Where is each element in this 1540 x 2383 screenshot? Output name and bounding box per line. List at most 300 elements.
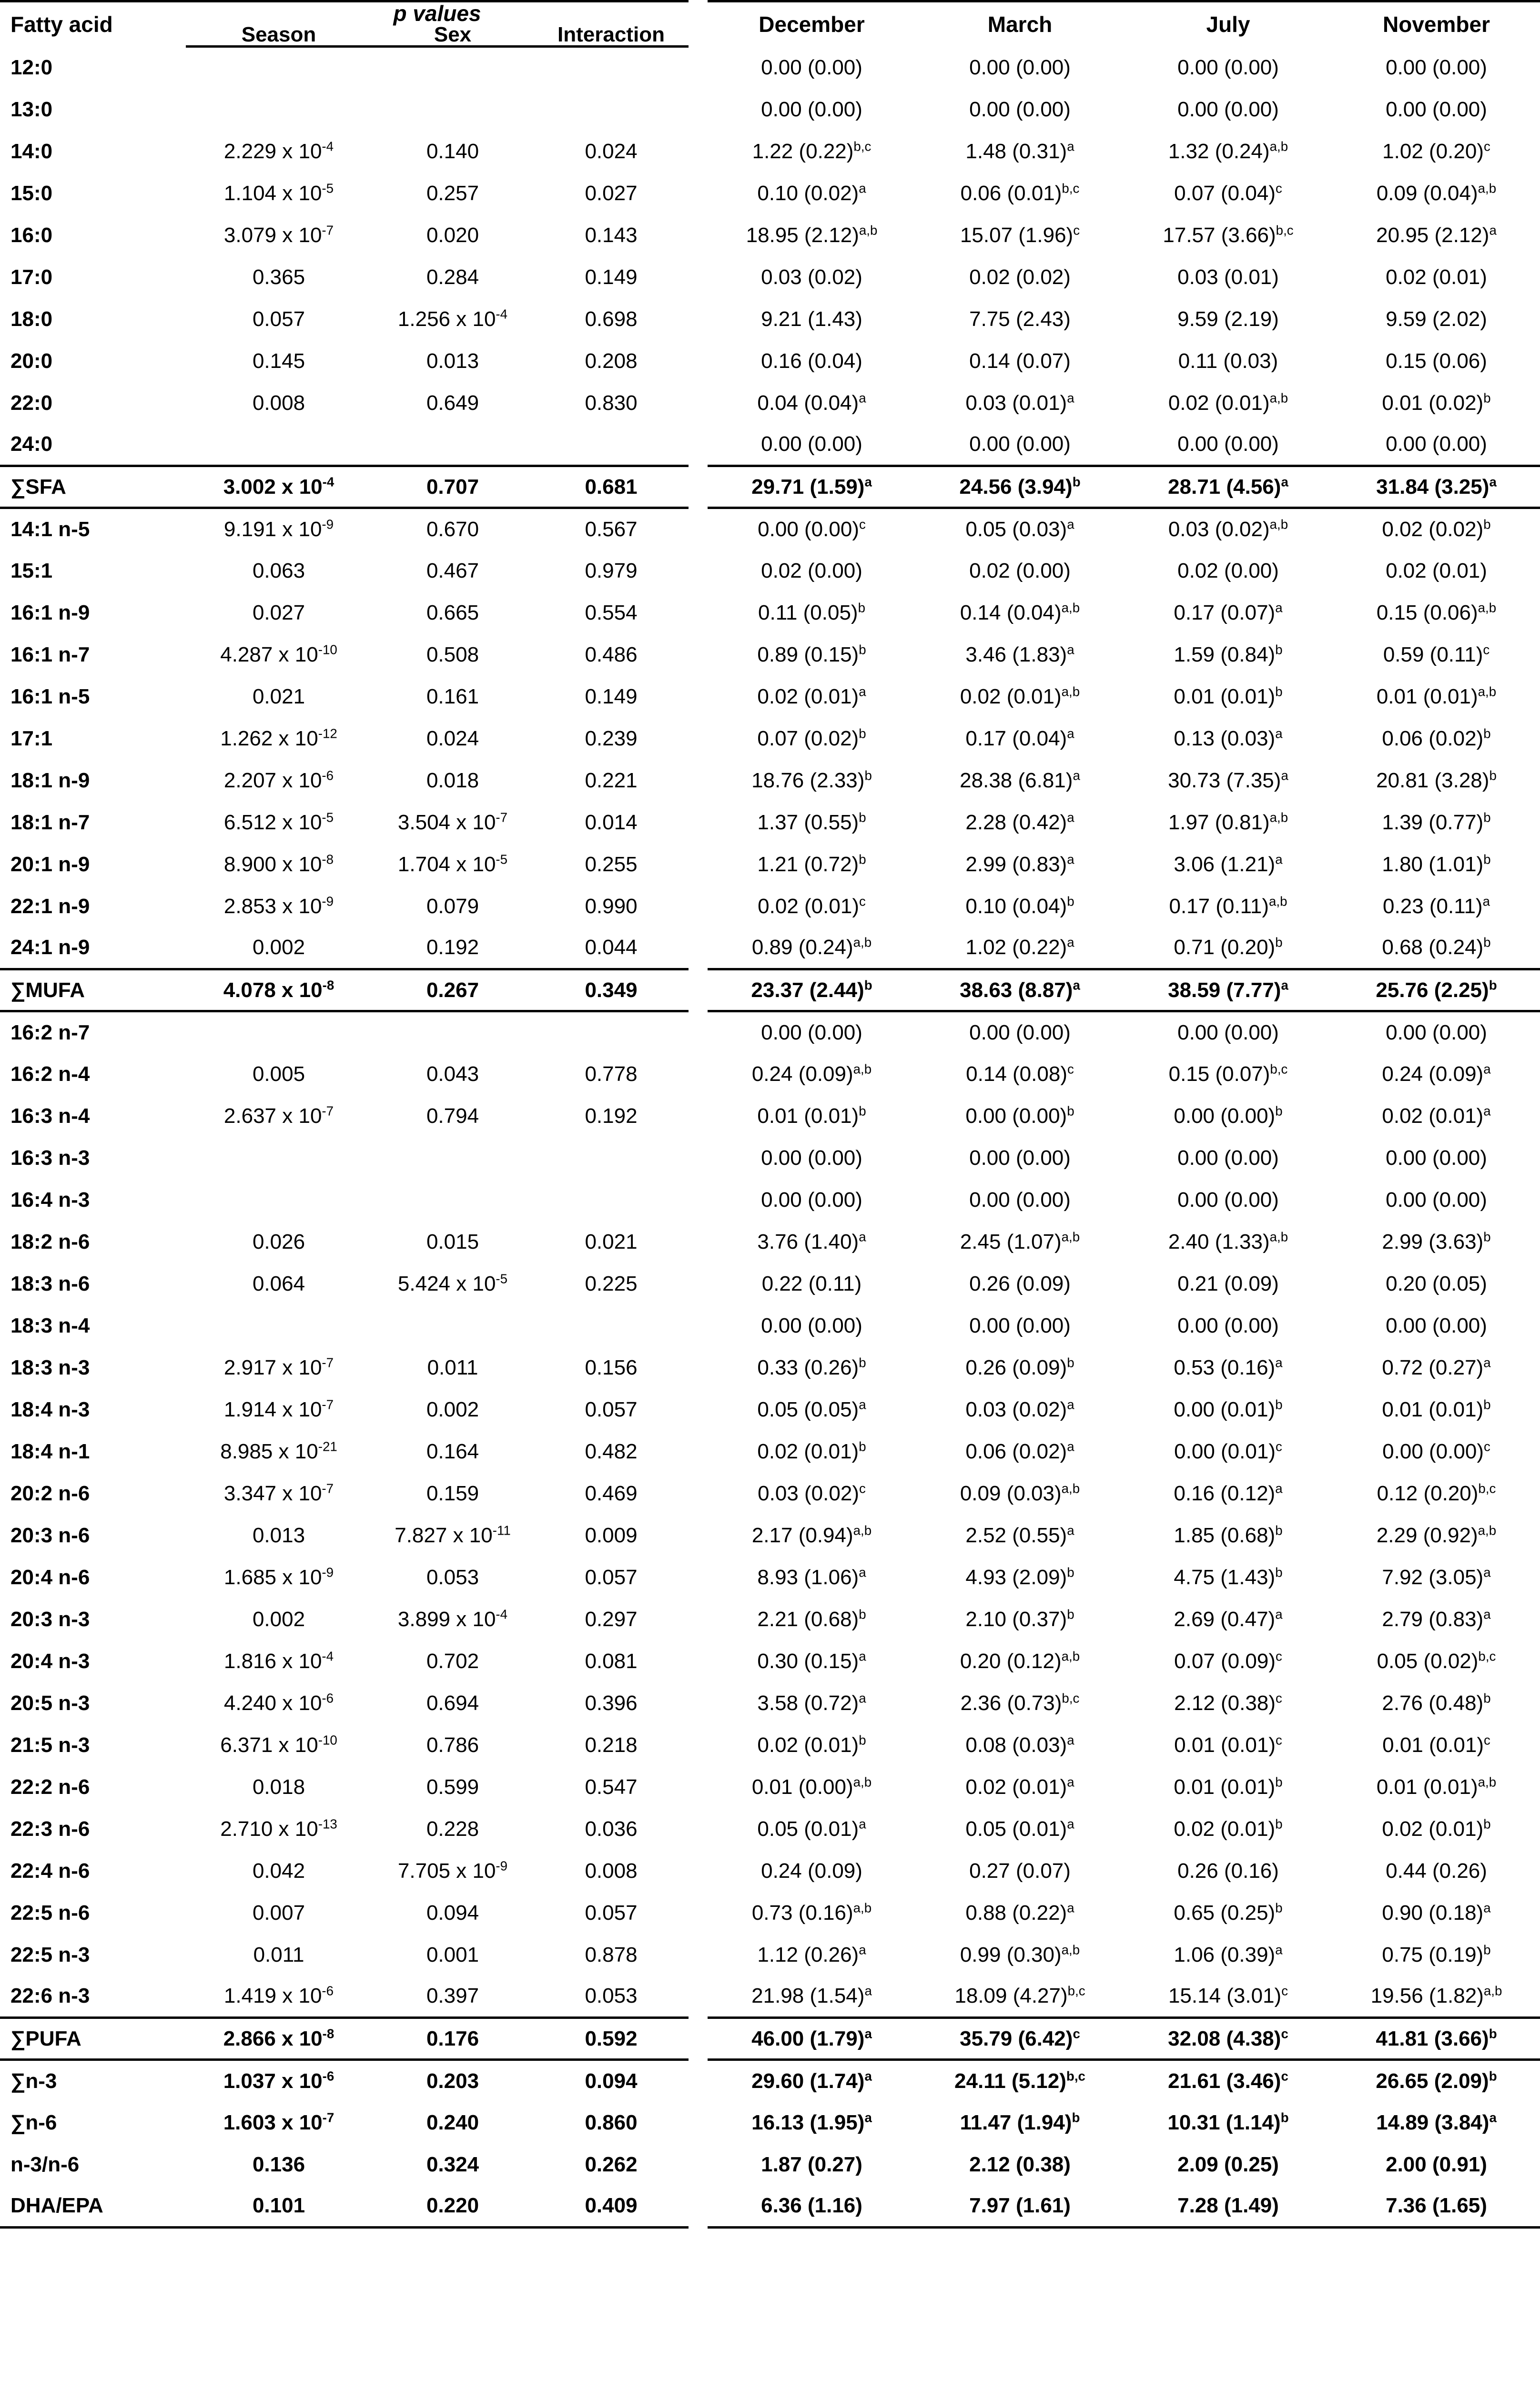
- value-november: 14.89 $(3.84)^a$: [1376, 2109, 1497, 2134]
- value-july: 0.17 $(0.11)^{a,b}$: [1169, 893, 1287, 918]
- column-gap: [689, 886, 708, 927]
- superscript-group: a: [1067, 1396, 1074, 1412]
- superscript-group: b: [1483, 390, 1491, 405]
- column-gap: [689, 760, 708, 802]
- exponent: -8: [322, 851, 334, 866]
- row-label: 18:1 n-7: [10, 810, 90, 834]
- row-label: 16:4 n-3: [10, 1188, 90, 1212]
- value-november: 41.81 $(3.66)^b$: [1332, 2018, 1540, 2060]
- column-gap: [689, 1682, 708, 1724]
- value-july: 3.06 $(1.21)^a$: [1174, 851, 1283, 876]
- superscript-group: a: [859, 1648, 866, 1663]
- exponent: -4: [496, 306, 508, 321]
- exponent: -4: [496, 1606, 508, 1621]
- table-row: [0, 927, 1540, 969]
- superscript-group: a: [1483, 1061, 1491, 1076]
- superscript-group: b: [1067, 1606, 1074, 1621]
- column-gap: [689, 676, 708, 718]
- p-value-interaction: 0.547: [585, 1775, 638, 1799]
- value-july: 0.07 $(0.04)^c$: [1174, 180, 1282, 205]
- exponent: -6: [322, 2068, 334, 2084]
- value-december: 0.03 $(0.02)^c$: [758, 1480, 866, 1505]
- superscript-group: a,b: [853, 1061, 872, 1076]
- superscript-group: b: [1067, 1103, 1074, 1118]
- value-march: 0.17 $(0.04)^a$: [965, 725, 1074, 750]
- value-november: 1.02 $(0.20)^c$: [1382, 138, 1490, 163]
- column-gap: [689, 927, 708, 969]
- p-value-interaction: 0.057: [585, 1901, 638, 1925]
- p-value-sex: 5.424 x $10^{-5}$: [397, 1271, 508, 1295]
- p-value-season: 2.207 x $10^{-6}$: [223, 767, 334, 792]
- row-label: 22:2 n-6: [10, 1775, 90, 1799]
- row-label: 18:3 n-4: [10, 1314, 90, 1337]
- value-july: 0.17 $(0.07)^a$: [1174, 600, 1283, 624]
- p-value-season: [186, 1011, 372, 1053]
- p-value-season: 3.347 x $10^{-7}$: [223, 1480, 334, 1505]
- superscript-group: c: [1275, 180, 1282, 195]
- superscript-group: c: [1281, 1983, 1288, 1998]
- p-value-season: [186, 424, 372, 466]
- exponent: -7: [322, 1354, 334, 1370]
- superscript-group: a,b: [853, 1900, 872, 1915]
- value-march: 0.02 (0.02): [969, 265, 1071, 289]
- value-december: 46.00 $(1.79)^a$: [708, 2018, 916, 2060]
- value-december: 0.24 $(0.09)^{a,b}$: [751, 1061, 872, 1086]
- p-value-interaction: 0.486: [585, 642, 638, 666]
- value-march: 1.48 $(0.31)^a$: [965, 138, 1074, 163]
- superscript-group: a,b: [1478, 180, 1497, 195]
- column-gap: [689, 424, 708, 466]
- value-march: 0.00 (0.00): [969, 97, 1071, 121]
- exponent: -9: [322, 1564, 334, 1579]
- exponent: -7: [322, 222, 334, 237]
- value-july: 7.28 (1.49): [1124, 2186, 1332, 2228]
- value-july: 9.59 (2.19): [1177, 307, 1279, 331]
- value-november: 2.79 $(0.83)^a$: [1382, 1606, 1491, 1631]
- superscript-group: a,b: [1061, 1480, 1080, 1496]
- value-march: 2.45 $(1.07)^{a,b}$: [960, 1229, 1080, 1253]
- value-december: 0.22 (0.11): [761, 1272, 862, 1295]
- value-november: 0.09 $(0.04)^{a,b}$: [1376, 180, 1497, 205]
- value-november: 0.23 $(0.11)^a$: [1383, 893, 1490, 918]
- row-label: 18:2 n-6: [10, 1230, 90, 1253]
- superscript-group: a: [864, 474, 872, 489]
- superscript-group: b,c: [1270, 1061, 1288, 1076]
- superscript-group: c: [1073, 2026, 1080, 2041]
- superscript-group: a,b: [1478, 683, 1497, 699]
- exponent: -10: [318, 642, 337, 657]
- superscript-group: a: [1275, 600, 1283, 615]
- value-march: 2.99 $(0.83)^a$: [965, 851, 1074, 876]
- superscript-group: a,b: [853, 1774, 872, 1789]
- exponent: -4: [322, 474, 334, 489]
- table-row: [0, 1557, 1540, 1599]
- p-value-sex: 0.599: [426, 1775, 479, 1799]
- value-december: 0.73 $(0.16)^{a,b}$: [751, 1900, 872, 1925]
- exponent: -6: [322, 767, 334, 783]
- p-value-interaction: 0.008: [585, 1859, 638, 1883]
- value-december: 0.01 $(0.00)^{a,b}$: [751, 1774, 872, 1799]
- table-row: [0, 214, 1540, 256]
- exponent: -4: [322, 138, 334, 153]
- value-december: 0.00 (0.00): [761, 1314, 862, 1337]
- p-value-sex: 0.702: [426, 1649, 479, 1673]
- p-value-season: 0.011: [253, 1943, 304, 1966]
- table-row: [0, 340, 1540, 382]
- value-november: 0.02 $(0.01)^b$: [1382, 1816, 1491, 1841]
- p-value-interaction: 0.990: [585, 894, 638, 918]
- value-july: 0.00 (0.00): [1177, 1020, 1279, 1044]
- value-march: 0.06 $(0.01)^{b,c}$: [960, 180, 1080, 205]
- p-value-sex: 0.284: [426, 265, 479, 289]
- p-value-interaction: 0.554: [585, 601, 638, 624]
- value-march: 0.26 $(0.09)^b$: [965, 1354, 1074, 1379]
- superscript-group: b: [1275, 1816, 1283, 1831]
- column-gap: [689, 1095, 708, 1137]
- column-gap: [689, 173, 708, 214]
- superscript-group: a,b: [853, 1522, 872, 1538]
- value-july: 1.06 $(0.39)^a$: [1174, 1942, 1283, 1966]
- p-value-season: 0.064: [252, 1272, 305, 1295]
- superscript-group: a: [1483, 1103, 1491, 1118]
- column-gap: [689, 1263, 708, 1305]
- value-december: 0.00 (0.00): [761, 1020, 862, 1044]
- p-value-sex: [372, 1305, 534, 1347]
- value-november: 0.01 $(0.01)^b$: [1382, 1396, 1491, 1421]
- value-december: 0.03 (0.02): [761, 265, 862, 289]
- table-row: [0, 802, 1540, 844]
- superscript-group: a: [859, 1690, 866, 1705]
- p-value-season: 0.026: [252, 1230, 305, 1253]
- superscript-group: b: [1489, 977, 1497, 992]
- p-value-sex: 0.024: [426, 726, 479, 750]
- superscript-group: b: [1483, 1942, 1491, 1957]
- value-march: 11.47 $(1.94)^b$: [960, 2109, 1080, 2134]
- value-november: 0.02 $(0.01)^a$: [1382, 1103, 1491, 1128]
- row-label: 12:0: [10, 55, 53, 79]
- superscript-group: a: [859, 1229, 866, 1244]
- p-value-season: [186, 1179, 372, 1221]
- superscript-group: a: [1067, 1732, 1074, 1747]
- p-value-sex: 0.020: [426, 223, 479, 247]
- row-label: 16:3 n-3: [10, 1146, 90, 1170]
- value-november: 0.59 $(0.11)^c$: [1383, 642, 1490, 666]
- column-gap: [689, 298, 708, 340]
- value-december: 16.13 $(1.95)^a$: [751, 2109, 872, 2134]
- value-july: 0.16 $(0.12)^a$: [1174, 1480, 1283, 1505]
- p-value-sex: 0.220: [372, 2186, 534, 2228]
- p-value-interaction: 0.036: [585, 1817, 638, 1841]
- column-gap: [689, 802, 708, 844]
- p-value-season: [186, 1305, 372, 1347]
- superscript-group: b: [859, 809, 866, 825]
- column-gap: [689, 634, 708, 676]
- value-july: 2.40 $(1.33)^{a,b}$: [1168, 1229, 1288, 1253]
- value-november: 2.99 $(3.63)^b$: [1382, 1229, 1491, 1253]
- value-november: 1.39 $(0.77)^b$: [1382, 809, 1491, 834]
- row-label: 18:4 n-1: [10, 1439, 90, 1463]
- column-gap: [689, 1892, 708, 1934]
- p-value-season: 1.104 x $10^{-5}$: [223, 180, 334, 205]
- superscript-group: c: [1275, 1438, 1282, 1454]
- value-july: 0.01 $(0.01)^c$: [1174, 1732, 1282, 1757]
- p-value-interaction: 0.081: [585, 1649, 638, 1673]
- p-value-interaction: 0.225: [585, 1272, 638, 1295]
- superscript-group: a: [859, 1564, 866, 1579]
- value-december: 0.01 $(0.01)^b$: [757, 1103, 866, 1128]
- value-november: 0.00 (0.00): [1386, 1314, 1487, 1337]
- row-label: 20:4 n-3: [10, 1649, 90, 1673]
- column-gap: [689, 47, 708, 89]
- p-value-sex: 0.794: [426, 1104, 479, 1128]
- p-value-sex: [372, 1179, 534, 1221]
- superscript-group: a,b: [1269, 517, 1288, 532]
- p-value-sex: 0.324: [426, 2152, 479, 2176]
- row-label: 22:6 n-3: [0, 1976, 186, 2018]
- value-july: 4.75 $(1.43)^b$: [1174, 1564, 1283, 1589]
- exponent: -21: [318, 1438, 337, 1454]
- table-row: [0, 1934, 1540, 1976]
- superscript-group: b: [1275, 642, 1283, 657]
- value-march: 0.00 (0.00): [916, 424, 1124, 466]
- column-gap: [689, 2144, 708, 2186]
- superscript-group: a: [1067, 642, 1074, 657]
- table-row: [0, 1053, 1540, 1095]
- table-row: [0, 1682, 1540, 1724]
- superscript-group: a: [1275, 1606, 1283, 1621]
- row-label: 20:4 n-6: [10, 1565, 90, 1589]
- exponent: -6: [322, 1690, 334, 1705]
- table-body: [0, 47, 1540, 2228]
- p-value-sex: 7.827 x $10^{-11}$: [395, 1522, 511, 1547]
- exponent: -4: [322, 1648, 334, 1663]
- p-value-sex: 0.015: [426, 1230, 479, 1253]
- value-july: 0.65 $(0.25)^b$: [1174, 1900, 1283, 1925]
- value-march: 24.11 $(5.12)^{b,c}$: [954, 2068, 1085, 2093]
- column-gap: [689, 1221, 708, 1263]
- p-value-sex: [372, 1011, 534, 1053]
- p-value-season: 2.637 x $10^{-7}$: [223, 1103, 334, 1128]
- superscript-group: b,c: [1478, 1648, 1496, 1663]
- column-gap: [689, 718, 708, 760]
- value-july: 1.97 $(0.81)^{a,b}$: [1168, 809, 1288, 834]
- table-row: [0, 1011, 1540, 1053]
- table-row: [0, 1347, 1540, 1389]
- superscript-group: b,c: [853, 138, 871, 153]
- value-december: 3.58 $(0.72)^a$: [757, 1690, 866, 1715]
- p-value-interaction: 0.349: [534, 969, 689, 1011]
- value-december: 0.00 (0.00): [708, 424, 916, 466]
- col-header-march: March: [916, 1, 1124, 47]
- superscript-group: b: [1275, 935, 1283, 950]
- value-march: 4.93 $(2.09)^b$: [965, 1564, 1074, 1589]
- row-label: 16:1 n-9: [10, 601, 90, 624]
- p-value-season: 2.710 x $10^{-13}$: [220, 1816, 337, 1841]
- superscript-group: b: [859, 1606, 866, 1621]
- superscript-group: a: [1275, 1942, 1283, 1957]
- row-label: 18:3 n-3: [10, 1355, 90, 1379]
- value-december: 0.02 $(0.01)^b$: [757, 1732, 866, 1757]
- superscript-group: a: [1275, 1480, 1283, 1496]
- value-december: 0.05 $(0.05)^a$: [757, 1396, 866, 1421]
- superscript-group: c: [1483, 1732, 1490, 1747]
- value-march: 2.10 $(0.37)^b$: [965, 1606, 1074, 1631]
- value-december: 0.02 $(0.01)^a$: [757, 683, 866, 708]
- row-label: 17:1: [10, 726, 53, 750]
- value-july: 0.00 (0.00): [1177, 97, 1279, 121]
- p-value-sex: 0.228: [426, 1817, 479, 1841]
- superscript-group: a,b: [1269, 893, 1287, 908]
- superscript-group: b: [1489, 2068, 1497, 2084]
- p-value-sex: 0.159: [426, 1481, 479, 1505]
- value-november: 31.84 $(3.25)^a$: [1332, 466, 1540, 508]
- p-value-season: 0.145: [252, 349, 305, 373]
- p-value-interaction: 0.979: [585, 559, 638, 582]
- value-december: 3.76 $(1.40)^a$: [757, 1229, 866, 1253]
- p-value-season: 0.042: [252, 1859, 305, 1883]
- value-march: 0.02 $(0.01)^{a,b}$: [960, 683, 1080, 708]
- p-value-season: 0.008: [252, 391, 305, 415]
- value-july: 0.02 (0.00): [1177, 559, 1279, 582]
- col-header-november: November: [1332, 1, 1540, 47]
- row-label: n-3/n-6: [10, 2152, 80, 2176]
- p-value-sex: 0.079: [426, 894, 479, 918]
- value-november: 0.00 (0.00): [1386, 1146, 1487, 1170]
- p-value-interaction: 0.208: [585, 349, 638, 373]
- value-march: 0.14 $(0.04)^{a,b}$: [960, 600, 1080, 624]
- row-label: 21:5 n-3: [10, 1733, 90, 1757]
- table-row: [0, 508, 1540, 550]
- value-march: 0.99 $(0.30)^{a,b}$: [960, 1942, 1080, 1966]
- exponent: -5: [322, 180, 334, 195]
- value-march: 7.75 (2.43): [969, 307, 1071, 331]
- value-november: 0.20 (0.05): [1386, 1272, 1487, 1295]
- p-value-season: 9.191 x $10^{-9}$: [223, 517, 334, 541]
- superscript-group: a: [1073, 767, 1080, 783]
- column-gap: [689, 1011, 708, 1053]
- value-november: 0.05 $(0.02)^{b,c}$: [1377, 1648, 1496, 1673]
- value-march: 0.14 $(0.08)^c$: [966, 1061, 1074, 1086]
- value-march: 0.06 $(0.02)^a$: [965, 1438, 1074, 1463]
- p-value-interaction: [534, 1137, 689, 1179]
- p-value-interaction: 0.567: [585, 517, 638, 541]
- value-november: 25.76 $(2.25)^b$: [1332, 969, 1540, 1011]
- value-march: 7.97 (1.61): [916, 2186, 1124, 2228]
- p-value-sex: 0.665: [426, 601, 479, 624]
- value-november: 0.90 $(0.18)^a$: [1382, 1900, 1491, 1925]
- p-value-interaction: 0.221: [585, 768, 638, 792]
- superscript-group: a,b: [1269, 390, 1288, 405]
- value-december: 0.89 $(0.24)^{a,b}$: [708, 927, 916, 969]
- value-july: 0.02 $(0.01)^b$: [1174, 1816, 1283, 1841]
- value-december: 0.24 (0.09): [761, 1859, 862, 1883]
- p-value-interaction: 0.014: [585, 810, 638, 834]
- superscript-group: b: [1275, 1900, 1283, 1915]
- table-row: [0, 2186, 1540, 2228]
- value-march: 1.02 $(0.22)^a$: [916, 927, 1124, 969]
- value-july: 0.71 $(0.20)^b$: [1124, 927, 1332, 969]
- superscript-group: a: [1067, 390, 1074, 405]
- column-gap: [689, 2060, 708, 2102]
- value-december: 0.89 $(0.15)^b$: [757, 642, 866, 666]
- superscript-group: b,c: [1066, 2068, 1085, 2084]
- header-group-row: [0, 1, 1540, 25]
- value-december: 6.36 (1.16): [708, 2186, 916, 2228]
- p-value-season: 0.002: [186, 927, 372, 969]
- value-november: 0.00 (0.00): [1386, 1188, 1487, 1212]
- p-value-season: 2.853 x $10^{-9}$: [223, 893, 334, 918]
- superscript-group: b: [1275, 1522, 1283, 1538]
- table-row: [0, 969, 1540, 1011]
- table-row: [0, 47, 1540, 89]
- p-value-season: 1.914 x $10^{-7}$: [223, 1396, 334, 1421]
- table-row: [0, 1766, 1540, 1808]
- value-december: 0.02 $(0.01)^c$: [758, 893, 866, 918]
- row-label: ∑SFA: [0, 466, 186, 508]
- superscript-group: a: [864, 2026, 872, 2041]
- exponent: -7: [322, 1103, 334, 1118]
- superscript-group: a: [1281, 767, 1288, 783]
- value-july: 0.21 (0.09): [1177, 1272, 1279, 1295]
- superscript-group: c: [1483, 1438, 1490, 1454]
- table-row: [0, 1095, 1540, 1137]
- value-march: 0.27 (0.07): [969, 1859, 1071, 1883]
- value-november: 0.01 $(0.01)^{a,b}$: [1376, 1774, 1497, 1799]
- superscript-group: a,b: [853, 935, 872, 950]
- p-value-season: 2.866 x $10^{-8}$: [186, 2018, 372, 2060]
- p-value-sex: 0.257: [426, 181, 479, 205]
- table-row: [0, 1137, 1540, 1179]
- value-july: 0.13 $(0.03)^a$: [1174, 725, 1283, 750]
- superscript-group: a: [1067, 1438, 1074, 1454]
- value-march: 2.52 $(0.55)^a$: [965, 1522, 1074, 1547]
- table-row: [0, 1179, 1540, 1221]
- table-row: [0, 718, 1540, 760]
- superscript-group: b: [1483, 1396, 1491, 1412]
- value-december: 0.00 (0.00): [761, 1146, 862, 1170]
- table-row: [0, 173, 1540, 214]
- p-value-sex: 0.043: [426, 1062, 479, 1086]
- column-gap: [689, 89, 708, 131]
- value-march: 0.00 (0.00): [969, 1188, 1071, 1212]
- p-value-season: 4.078 x $10^{-8}$: [186, 969, 372, 1011]
- p-value-season: 2.229 x $10^{-4}$: [223, 138, 334, 163]
- value-december: 18.95 $(2.12)^{a,b}$: [746, 222, 878, 247]
- superscript-group: b: [1275, 1774, 1283, 1789]
- p-value-interaction: 0.469: [585, 1481, 638, 1505]
- superscript-group: b,c: [1276, 222, 1294, 237]
- value-december: 0.10 $(0.02)^a$: [757, 180, 866, 205]
- row-label: 20:3 n-6: [10, 1523, 90, 1547]
- superscript-group: b: [1483, 517, 1491, 532]
- p-value-sex: 0.240: [426, 2110, 479, 2134]
- column-gap: [689, 131, 708, 173]
- superscript-group: b,c: [1067, 1983, 1085, 1998]
- value-july: 28.71 $(4.56)^a$: [1124, 466, 1332, 508]
- value-july: 38.59 $(7.77)^a$: [1124, 969, 1332, 1011]
- p-value-sex: 0.786: [426, 1733, 479, 1757]
- column-gap: [689, 969, 708, 1011]
- superscript-group: a: [1067, 1522, 1074, 1538]
- superscript-group: a: [1067, 1900, 1074, 1915]
- p-value-season: [186, 47, 372, 89]
- superscript-group: a,b: [1061, 683, 1080, 699]
- p-value-sex: 0.670: [426, 517, 479, 541]
- superscript-group: b: [859, 1438, 866, 1454]
- p-value-sex: 0.140: [426, 139, 479, 163]
- value-november: 0.00 (0.00): [1386, 55, 1487, 79]
- value-march: 38.63 $(8.87)^a$: [916, 969, 1124, 1011]
